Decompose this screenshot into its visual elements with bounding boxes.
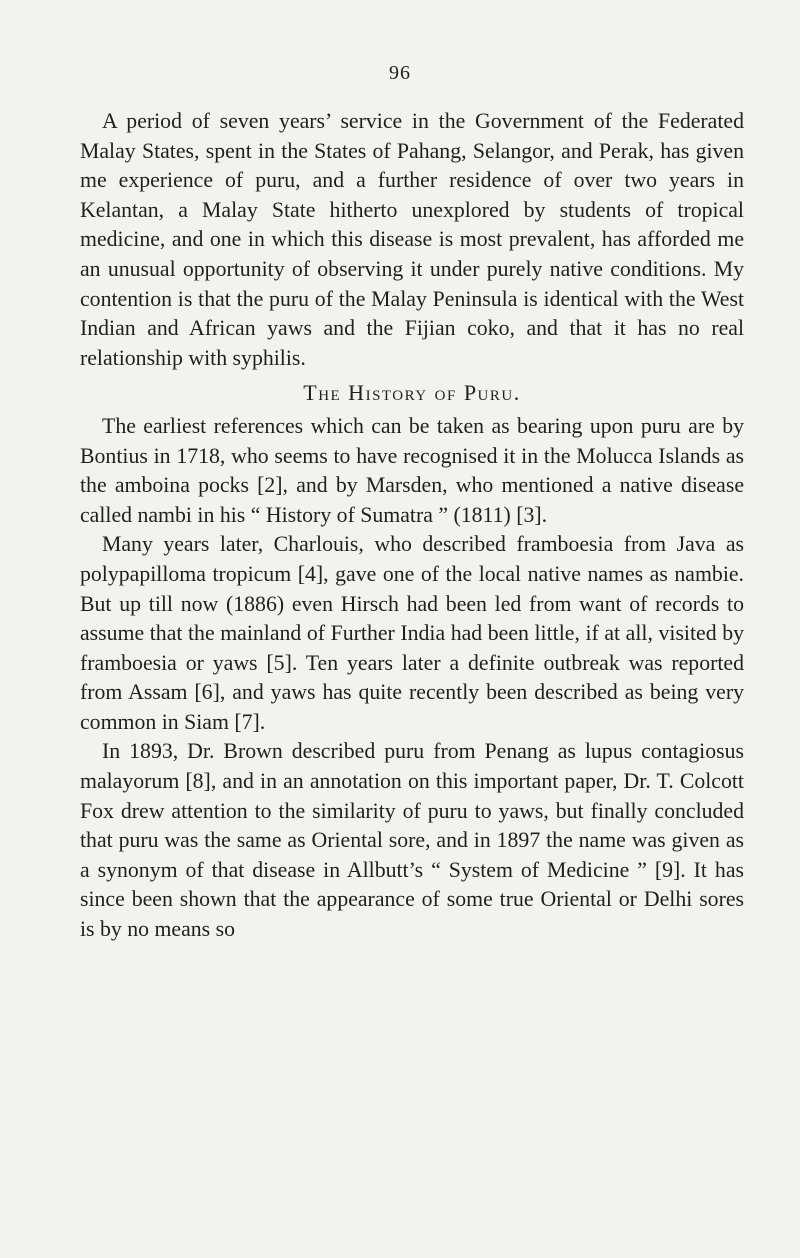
- page-number: 96: [389, 62, 411, 84]
- paragraph-brown: In 1893, Dr. Brown described puru from Penang as lupus contagiosus malayorum [8], and in an annotation on this important paper, Dr. T. Colcott Fox drew attention to the similarity of puru to yaws, but finally concluded that puru was the same as Oriental sore, and in 1897 the name was given as a synonym of that disease in Allbutt’s “ System of Medicine ” [9]. It has since been shown that the appearance of some true Oriental or Delhi sores is by no means so: [80, 739, 744, 942]
- paragraph-earliest-references: The earliest references which can be taken as bearing upon puru are by Bontius in 1718, who seems to have recognised it in the Molucca Islands as the amboina pocks [2], and by Marsden, who mentioned a native disease called nambi in his “ History of Sumatra ” (1811) [3].: [80, 413, 744, 527]
- body-text: [80, 107, 744, 945]
- section-heading: The History of Puru.: [303, 380, 521, 406]
- paragraph-intro: A period of seven years’ service in the Government of the Federated Malay States, spent in the States of Pahang, Selangor, and Perak, has given me experience of puru, and a further residence of over two years in Kelantan, a Malay State hitherto unexplored by students of tropical medicine, and one in which this disease is most prevalent, has afforded me an unusual opportunity of observing it under purely native conditions. My contention is that the puru of the Malay Peninsula is identical with the West Indian and African yaws and the Fijian coko, and that it has no real relationship with syphilis.: [80, 109, 744, 370]
- paragraph-charlouis: Many years later, Charlouis, who described framboesia from Java as polypapilloma tropicum [4], gave one of the local native names as nambie. But up till now (1886) even Hirsch had been led from want of records to assume that the mainland of Further India had been little, if at all, visited by framboesia or yaws [5]. Ten years later a definite outbreak was reported from Assam [6], and yaws has quite recently been described as being very common in Siam [7].: [80, 532, 744, 734]
